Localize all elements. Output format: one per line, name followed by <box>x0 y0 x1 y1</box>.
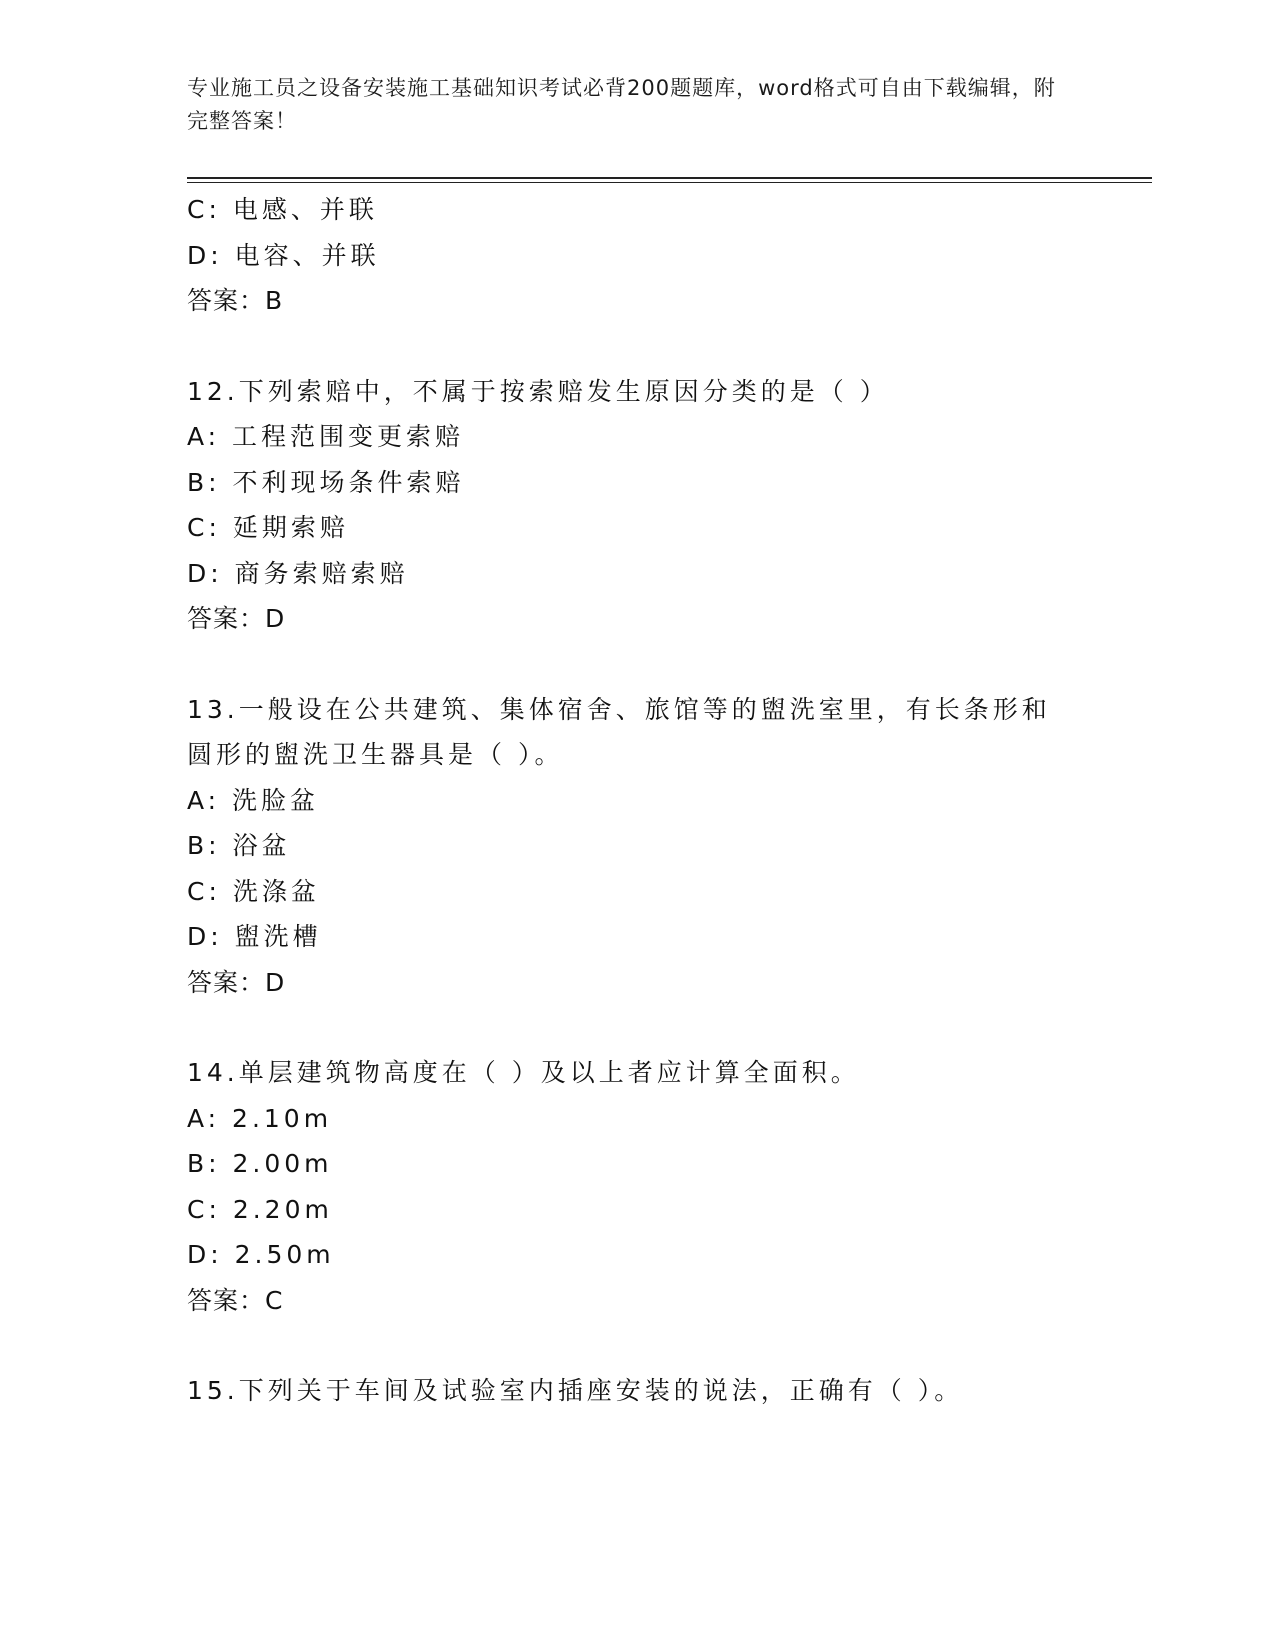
header-divider-thin <box>187 182 1152 183</box>
option-c: C: 2.20m <box>187 1194 333 1224</box>
answer-line: 答案：C <box>187 1285 284 1315</box>
question-block <box>187 369 1087 642</box>
question-block <box>187 1368 1087 1414</box>
option-d: D: 商务索赔索赔 <box>187 558 409 588</box>
question-text: 13.一般设在公共建筑、集体宿舍、旅馆等的盥洗室里，有长条形和圆形的盥洗卫生器具是（ ）。 <box>187 694 1051 769</box>
spacer <box>187 324 1087 369</box>
spacer <box>187 1005 1087 1050</box>
option-c: C: 延期索赔 <box>187 513 349 542</box>
option-c: C: 洗涤盆 <box>187 876 320 906</box>
option-a: A: 工程范围变更索赔 <box>187 422 465 451</box>
header-divider-thick <box>187 177 1152 179</box>
spacer <box>187 1323 1087 1368</box>
question-block <box>187 687 1087 1006</box>
option-a: A: 2.10m <box>187 1103 333 1133</box>
answer-line: 答案：B <box>187 286 284 315</box>
option-c: C: 电感、并联 <box>187 195 378 224</box>
question-text: 15.下列关于车间及试验室内插座安装的说法，正确有（ ）。 <box>187 1376 964 1405</box>
option-b: B: 浴盆 <box>187 831 291 860</box>
question-list <box>187 187 1087 1414</box>
spacer <box>187 642 1087 687</box>
option-b: B: 2.00m <box>187 1149 333 1178</box>
question-text: 12.下列索赔中，不属于按索赔发生原因分类的是（ ） <box>187 376 889 406</box>
option-d: D: 电容、并联 <box>187 240 380 270</box>
option-d: D: 2.50m <box>187 1240 335 1269</box>
option-b: B: 不利现场条件索赔 <box>187 467 465 497</box>
option-a: A: 洗脸盆 <box>187 785 320 815</box>
option-d: D: 盥洗槽 <box>187 922 322 951</box>
question-text: 14.单层建筑物高度在（ ）及以上者应计算全面积。 <box>187 1058 860 1087</box>
question-block <box>187 1050 1087 1323</box>
answer-line: 答案：D <box>187 604 286 633</box>
page-header-title: 专业施工员之设备安装施工基础知识考试必背200题题库，word格式可自由下载编辑，附完整答案！ <box>187 76 1056 133</box>
answer-line: 答案：D <box>187 967 286 997</box>
